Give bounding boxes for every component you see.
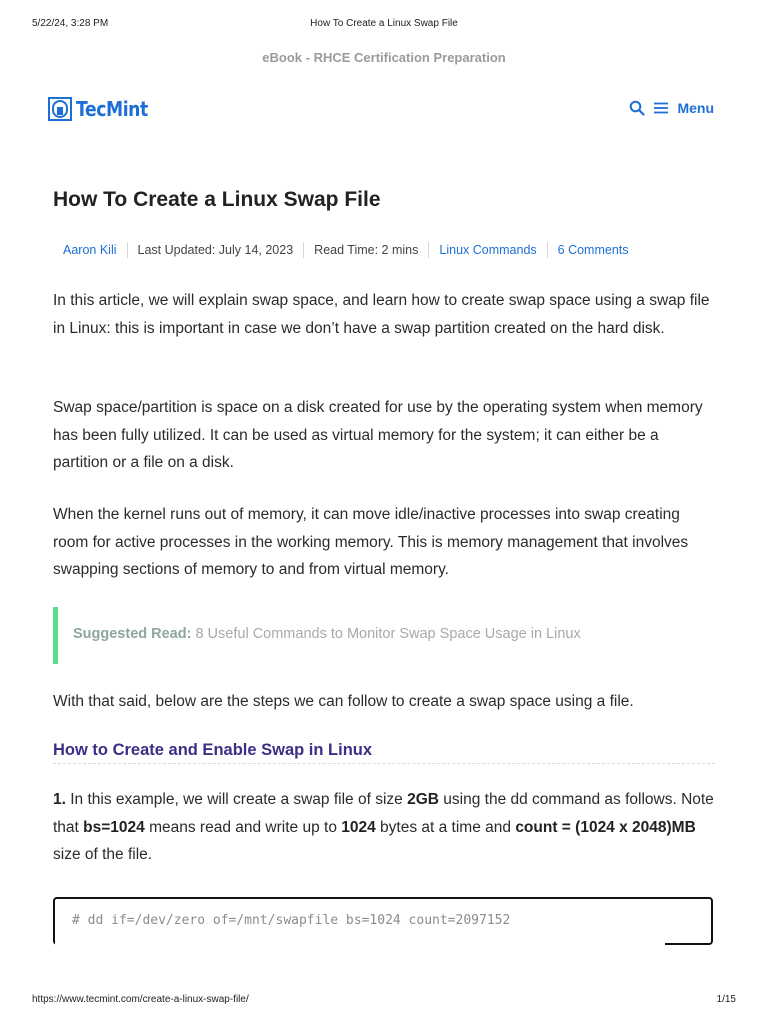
category-link[interactable]: Linux Commands bbox=[439, 243, 537, 257]
code-command: # dd if=/dev/zero of=/mnt/swapfile bs=1024 count=2097152 bbox=[72, 913, 511, 928]
author-link[interactable]: Aaron Kili bbox=[63, 243, 117, 257]
kernel-paragraph: When the kernel runs out of memory, it can move idle/inactive processes into swap creating room for active processes in the working memory. This is memory management that involves swapping sections of memory to and from virtual memory. bbox=[53, 506, 689, 578]
comments-link[interactable]: 6 Comments bbox=[557, 243, 629, 257]
menu-button[interactable]: Menu bbox=[677, 100, 714, 116]
section-heading: How to Create and Enable Swap in Linux bbox=[53, 741, 715, 764]
step-bold-count: count = (1024 x 2048)MB bbox=[515, 818, 696, 836]
suggested-read-box bbox=[53, 607, 718, 664]
search-icon[interactable] bbox=[629, 100, 645, 116]
logo-text: TecMint bbox=[76, 97, 148, 121]
step-text: means read and write up to bbox=[144, 818, 342, 836]
ebook-link[interactable]: eBook - RHCE Certification Preparation bbox=[262, 50, 506, 65]
print-header bbox=[32, 18, 736, 32]
step-1-paragraph bbox=[53, 786, 715, 869]
steps-intro-paragraph: With that said, below are the steps we can follow to create a swap space using a file. bbox=[53, 693, 634, 710]
print-footer bbox=[32, 994, 736, 1008]
suggested-read-text bbox=[73, 626, 581, 642]
step-text: In this example, we will create a swap file of size bbox=[65, 791, 408, 808]
tecmint-logo-icon bbox=[48, 97, 72, 121]
code-scrollbar[interactable] bbox=[55, 942, 665, 945]
intro-paragraph: In this article, we will explain swap space, and learn how to create swap space using a swap file in Linux: this is important in case we don’t have a swap partition created on the hard disk. bbox=[53, 292, 710, 337]
swap-definition-paragraph: Swap space/partition is space on a disk created for use by the operating system when memory has been fully utilized. It can be used as virtual memory for the system; it can either be a partition or a file on a disk. bbox=[53, 399, 703, 471]
step-text: bytes at a time and bbox=[375, 818, 516, 836]
read-time: Read Time: 2 mins bbox=[303, 242, 428, 258]
last-updated: Last Updated: July 14, 2023 bbox=[127, 242, 304, 258]
comments-meta bbox=[547, 242, 639, 258]
article-meta bbox=[53, 242, 639, 258]
step-bold-bs: bs=1024 bbox=[83, 818, 145, 836]
step-text: size of the file. bbox=[53, 846, 153, 863]
step-bold-size: 2GB bbox=[407, 791, 439, 808]
print-url: https://www.tecmint.com/create-a-linux-swap-file/ bbox=[32, 994, 249, 1005]
print-title: How To Create a Linux Swap File bbox=[310, 18, 458, 29]
hamburger-menu-icon[interactable] bbox=[653, 100, 669, 116]
header-nav bbox=[629, 100, 714, 116]
article-title: How To Create a Linux Swap File bbox=[53, 188, 381, 211]
page-number: 1/15 bbox=[716, 994, 736, 1005]
suggested-read-link[interactable]: 8 Useful Commands to Monitor Swap Space Usage in Linux bbox=[195, 626, 581, 642]
suggested-read-label: Suggested Read: bbox=[73, 626, 192, 642]
author-meta bbox=[53, 242, 127, 258]
step-text: using the dd command as follows. Note that bbox=[53, 791, 714, 836]
category-meta bbox=[428, 242, 546, 258]
ebook-banner bbox=[0, 50, 768, 65]
site-logo[interactable] bbox=[48, 96, 159, 122]
print-date: 5/22/24, 3:28 PM bbox=[32, 18, 109, 29]
step-number: 1. bbox=[53, 791, 66, 808]
code-block[interactable] bbox=[53, 897, 713, 945]
step-bold-bytes: 1024 bbox=[341, 818, 376, 836]
